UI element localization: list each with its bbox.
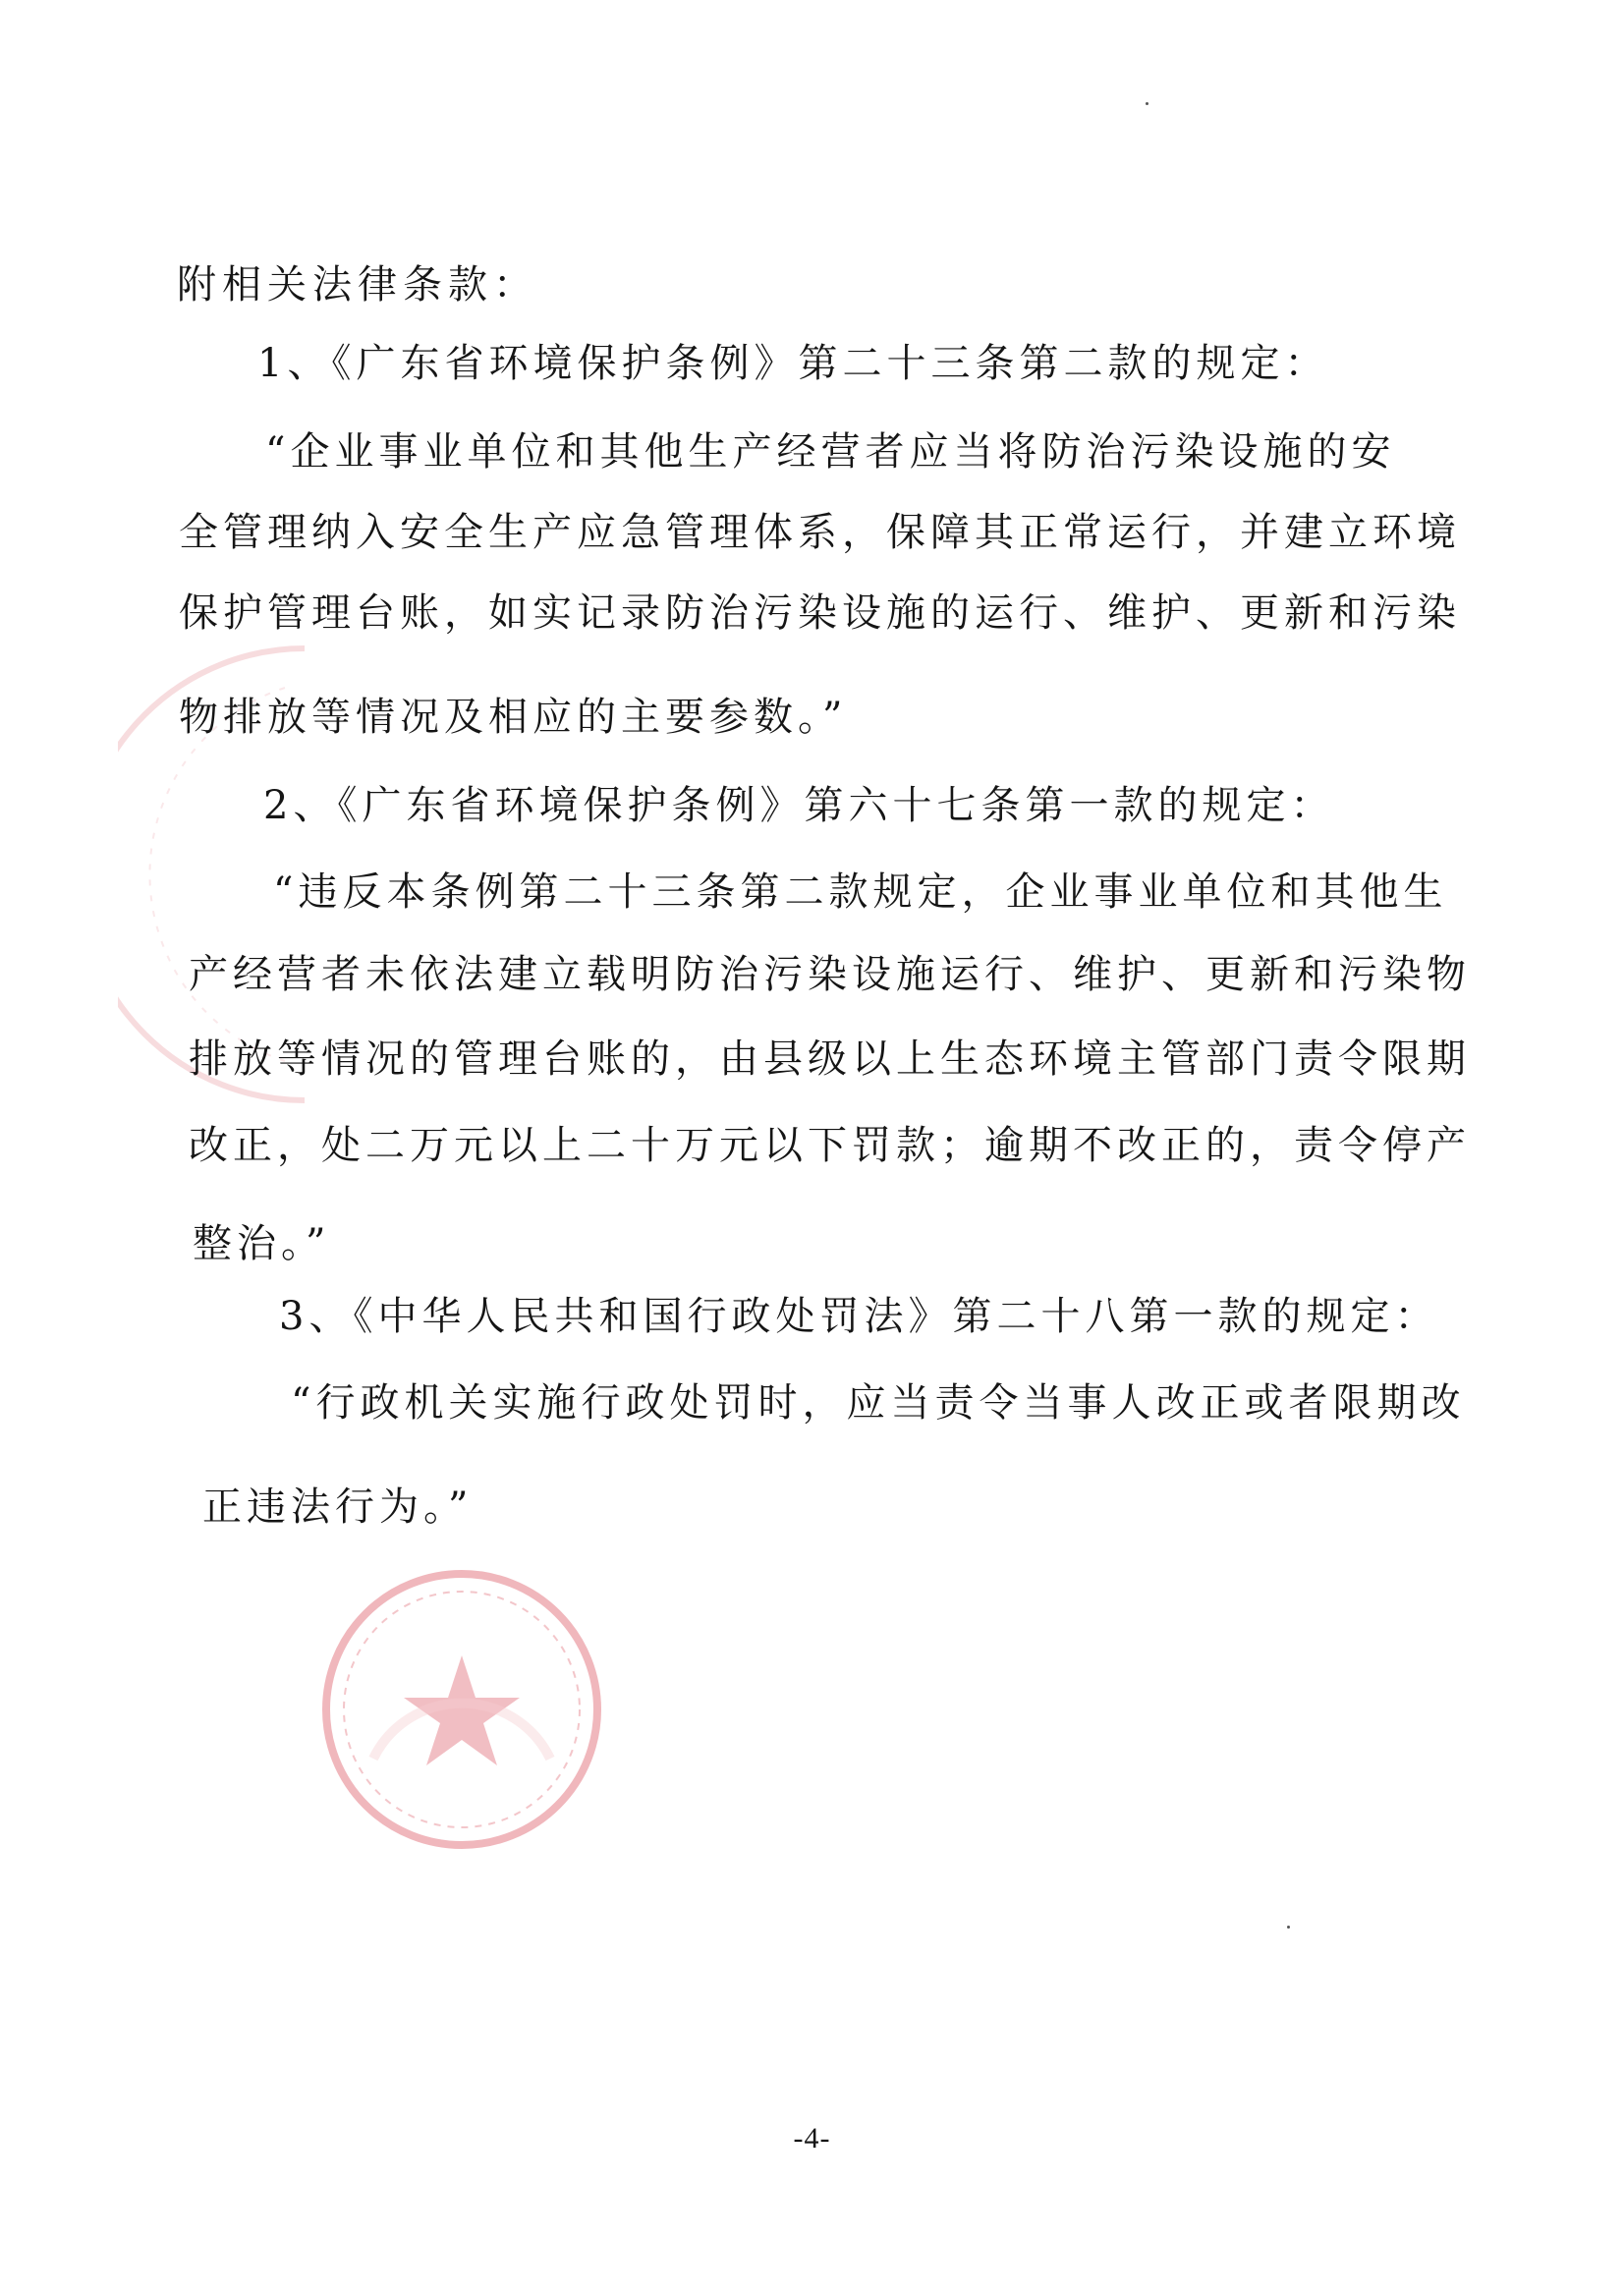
section-3-title: 3、《中华人民共和国行政处罚法》第二十八第一款的规定：: [279, 1294, 1439, 1339]
section-3-body-line-1: “行政机关实施行政处罚时，应当责令当事人改正或者限期改: [291, 1380, 1466, 1426]
section-2-body-line-5: 整治。”: [193, 1221, 331, 1266]
scan-speck: [1146, 102, 1148, 105]
section-1-title: 1、《广东省环境保护条例》第二十三条第二款的规定：: [257, 341, 1329, 386]
section-1-body-line-4: 物排放等情况及相应的主要参数。”: [179, 695, 848, 740]
section-1-body-line-3: 保护管理台账，如实记录防治污染设施的运行、维护、更新和污染: [179, 590, 1461, 636]
section-2-body-line-2: 产经营者未依法建立载明防治污染设施运行、维护、更新和污染物: [189, 952, 1471, 997]
official-seal-icon: [314, 1562, 609, 1857]
section-2-body-line-3: 排放等情况的管理台账的，由县级以上生态环境主管部门责令限期: [189, 1036, 1471, 1082]
document-heading: 附相关法律条款：: [177, 262, 538, 308]
section-1-body-line-2: 全管理纳入安全生产应急管理体系，保障其正常运行，并建立环境: [179, 510, 1461, 555]
page-number: -4-: [793, 2122, 831, 2155]
section-1-body-line-1: “企业事业单位和其他生产经营者应当将防治污染设施的安: [265, 429, 1396, 475]
section-2-title: 2、《广东省环境保护条例》第六十七条第一款的规定：: [263, 783, 1335, 828]
scan-speck: [1287, 1926, 1290, 1929]
section-3-body-line-2: 正违法行为。”: [202, 1484, 474, 1530]
section-2-body-line-1: “违反本条例第二十三条第二款规定，企业事业单位和其他生: [273, 869, 1448, 915]
section-2-body-line-4: 改正，处二万元以上二十万元以下罚款；逾期不改正的，责令停产: [189, 1123, 1471, 1168]
